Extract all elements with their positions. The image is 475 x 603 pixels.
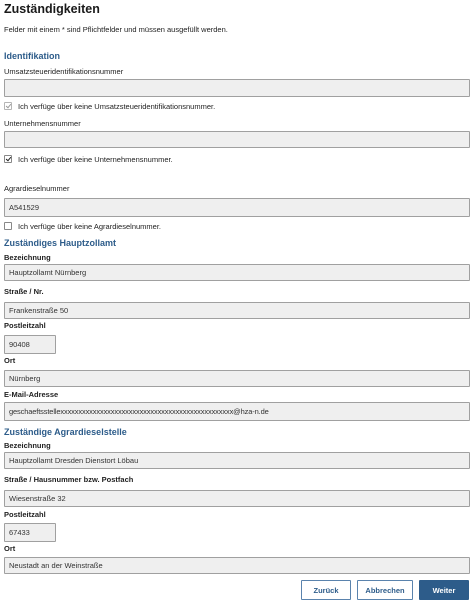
unternehmensnummer-input[interactable]	[4, 131, 470, 148]
section-heading-identifikation: Identifikation	[4, 51, 60, 61]
hza-email-field[interactable]: geschaeftsstellexxxxxxxxxxxxxxxxxxxxxxxxxxxxxxxxxxxxxxxxxxxxxxxx@hza-n.de	[4, 402, 470, 421]
hza-strasse-label: Straße / Nr.	[4, 287, 44, 296]
agrardieselnummer-label: Agrardieselnummer	[4, 184, 70, 193]
ads-bezeichnung-label: Bezeichnung	[4, 441, 51, 450]
ust-id-label: Umsatzsteueridentifikationsnummer	[4, 67, 124, 76]
no-ust-id-checkbox[interactable]	[4, 102, 12, 110]
section-heading-hauptzollamt: Zuständiges Hauptzollamt	[4, 238, 117, 248]
ads-bezeichnung-field[interactable]: Hauptzollamt Dresden Dienstort Löbau	[4, 452, 470, 469]
no-agrardieselnummer-checkbox[interactable]	[4, 222, 12, 230]
no-unternehmensnummer-checkbox-row[interactable]	[4, 153, 173, 165]
hza-bezeichnung-label: Bezeichnung	[4, 253, 51, 262]
hza-ort-label: Ort	[4, 356, 16, 365]
back-button[interactable]: Zurück	[301, 580, 351, 600]
next-button[interactable]: Weiter	[419, 580, 469, 600]
agrardieselnummer-input[interactable]: A541529	[4, 198, 470, 217]
hza-ort-field[interactable]: Nürnberg	[4, 370, 470, 387]
unternehmensnummer-label: Unternehmensnummer	[4, 119, 81, 128]
hza-bezeichnung-field[interactable]: Hauptzollamt Nürnberg	[4, 264, 470, 281]
cancel-button[interactable]: Abbrechen	[357, 580, 413, 600]
ads-ort-label: Ort	[4, 544, 16, 553]
page-title: Zuständigkeiten	[4, 2, 100, 16]
ust-id-input[interactable]	[4, 79, 470, 97]
no-agrardieselnummer-checkbox-row[interactable]	[4, 220, 161, 232]
hza-strasse-field[interactable]: Frankenstraße 50	[4, 302, 470, 319]
ads-plz-label: Postleitzahl	[4, 510, 46, 519]
hza-plz-label: Postleitzahl	[4, 321, 46, 330]
no-unternehmensnummer-checkbox-label: Ich verfüge über keine Unternehmensnummer.	[18, 154, 173, 164]
ads-strasse-label: Straße / Hausnummer bzw. Postfach	[4, 475, 134, 484]
ads-ort-field[interactable]: Neustadt an der Weinstraße	[4, 557, 470, 574]
section-heading-agrardieselstelle: Zuständige Agrardieselstelle	[4, 427, 127, 437]
ads-strasse-field[interactable]: Wiesenstraße 32	[4, 490, 470, 507]
hza-email-label: E-Mail-Adresse	[4, 390, 59, 399]
ads-plz-field[interactable]: 67433	[4, 523, 56, 542]
hza-plz-field[interactable]: 90408	[4, 335, 56, 354]
required-fields-note: Felder mit einem * sind Pflichtfelder und müssen ausgefüllt werden.	[4, 25, 228, 34]
no-ust-id-checkbox-label: Ich verfüge über keine Umsatzsteueridentifikationsnummer.	[18, 101, 216, 111]
no-agrardieselnummer-checkbox-label: Ich verfüge über keine Agrardieselnummer.	[18, 221, 161, 231]
no-ust-id-checkbox-row[interactable]	[4, 100, 215, 112]
no-unternehmensnummer-checkbox[interactable]	[4, 155, 12, 163]
